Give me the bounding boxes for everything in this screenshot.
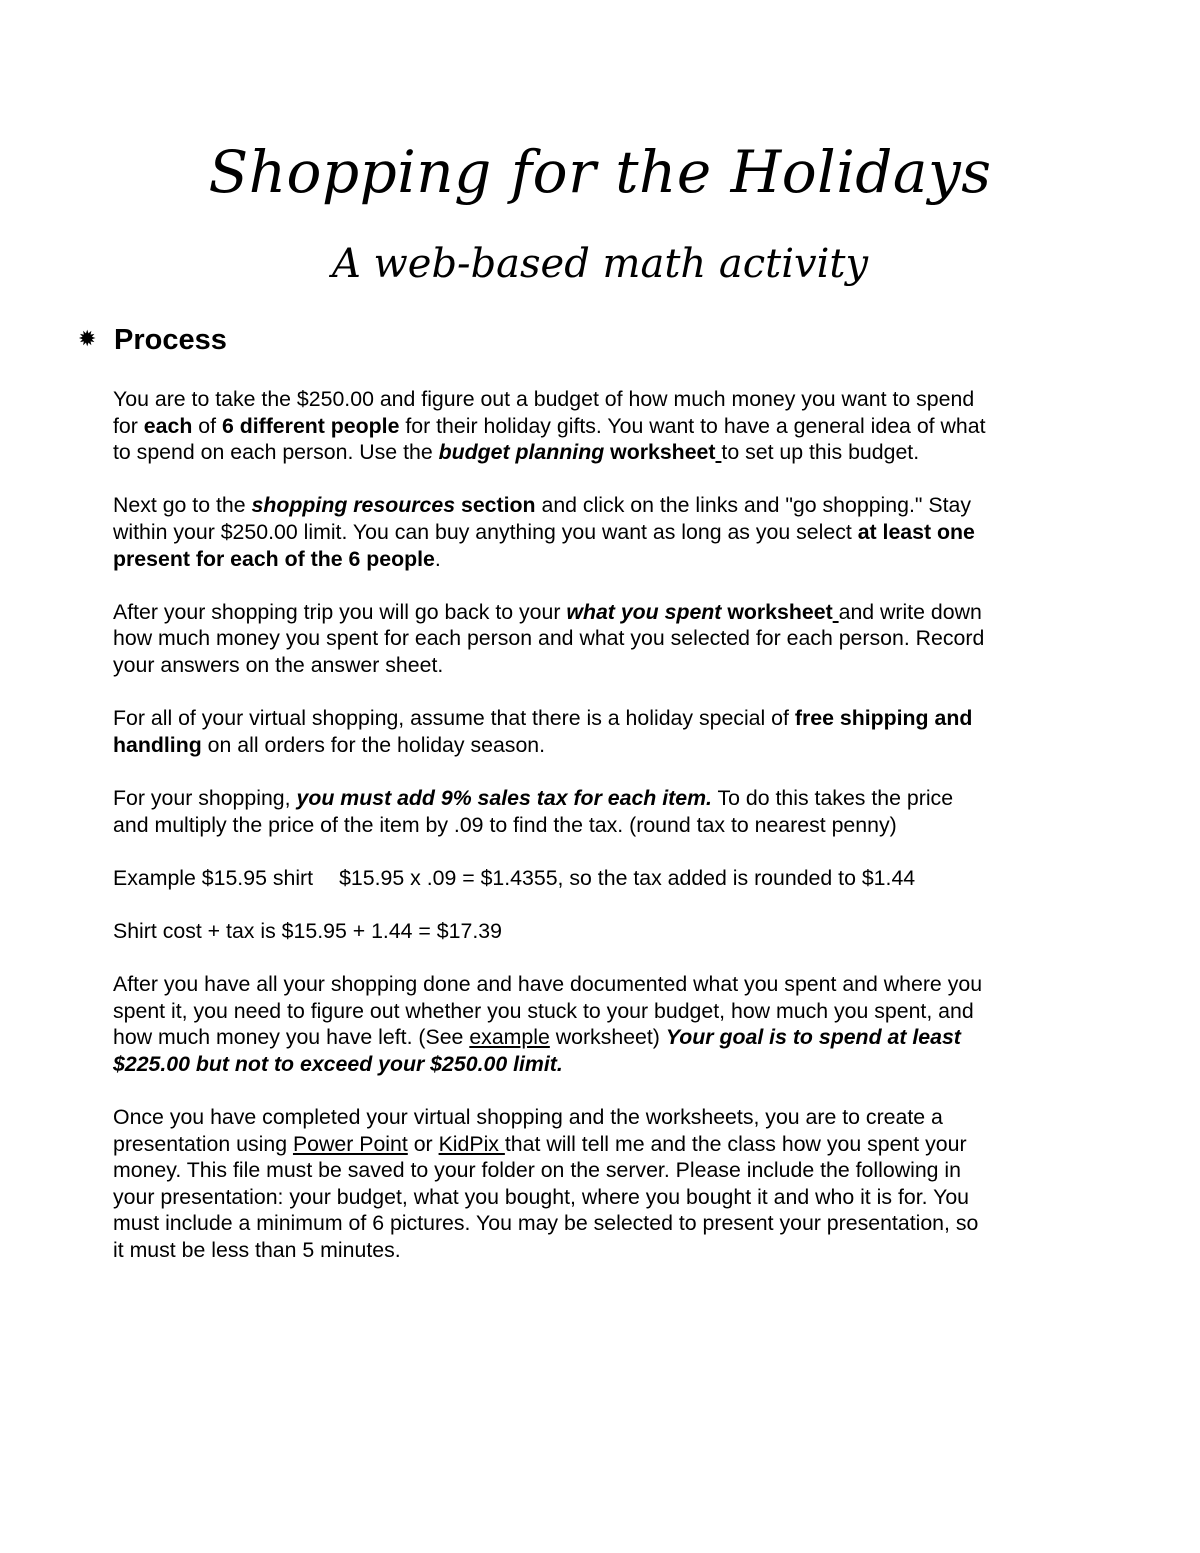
text-line: your answers on the answer sheet. (113, 652, 444, 677)
section-heading (78, 322, 227, 358)
text-line: For all of your virtual shopping, assume that there is a holiday special of free shipping and (113, 706, 973, 731)
text-line: your presentation: your budget, what you bought, where you bought it and who it is for. You (113, 1184, 970, 1209)
text-line: must include a minimum of 6 pictures. You may be selected to present your presentation, so (113, 1211, 979, 1236)
paragraph-goal (113, 971, 1113, 1077)
paragraph-presentation (113, 1104, 1113, 1264)
document-subtitle: A web-based math activity (331, 241, 869, 287)
what-you-spent-term: what you spent (566, 599, 722, 624)
text-line: You are to take the $250.00 and figure out a budget of how much money you want to spend (113, 387, 975, 411)
snowflake-bullet-icon: ✹ (78, 327, 97, 352)
paragraph-example (113, 865, 1113, 892)
text-line: within your $250.00 limit. You can buy anything you want as long as you select at least one (113, 519, 975, 544)
text-line: $225.00 but not to exceed your $250.00 limit. (113, 1051, 563, 1076)
text-line: to spend on each person. Use the budget planning worksheet to set up this budget. (113, 440, 920, 465)
budget-planning-term: budget planning (438, 440, 605, 465)
document-title: Shopping for the Holidays (208, 138, 992, 206)
paragraph-tax (113, 785, 1113, 838)
text-line: for each of 6 different people for their holiday gifts. You want to have a general idea of what (113, 413, 986, 438)
paragraph-shopping (113, 492, 1113, 572)
text-line: how much money you have left. (See example worksheet) Your goal is to spend at least (113, 1025, 961, 1050)
kidpix-link[interactable]: KidPix (438, 1131, 505, 1156)
text-line: Next go to the shopping resources section and click on the links and "go shopping." Stay (113, 493, 971, 518)
worksheet-link[interactable]: worksheet (604, 440, 716, 465)
text-line: money. This file must be saved to your folder on the server. Please include the following in (113, 1158, 961, 1183)
paragraph-shirt-cost (113, 918, 1113, 945)
text-line: For your shopping, you must add 9% sales tax for each item. To do this takes the price (113, 785, 954, 810)
text-line: After your shopping trip you will go back to your what you spent worksheet and write down (113, 599, 982, 624)
text-line: After you have all your shopping done and have documented what you spent and where you (113, 972, 983, 997)
text-line: Example $15.95 shirt $15.95 x .09 = $1.4355, so the tax added is rounded to $1.44 (113, 865, 916, 890)
paragraph-spent (113, 599, 1113, 679)
text-line: present for each of the 6 people. (113, 546, 441, 571)
process-body (113, 386, 1113, 1290)
text-line: and multiply the price of the item by .09 to find the tax. (round tax to nearest penny) (113, 812, 897, 837)
text-line: it must be less than 5 minutes. (113, 1238, 401, 1262)
text-line: handling on all orders for the holiday season. (113, 732, 546, 757)
shopping-resources-term: shopping resources (251, 493, 456, 518)
sales-tax-rule: you must add 9% sales tax for each item. (296, 785, 712, 810)
worksheet-link[interactable]: worksheet (721, 599, 833, 624)
example-link[interactable]: example (469, 1025, 550, 1050)
text-line: presentation using Power Point or KidPix that will tell me and the class how you spent your (113, 1131, 967, 1156)
text-line: how much money you spent for each person and what you selected for each person. Record (113, 626, 985, 651)
text-line: Shirt cost + tax is $15.95 + 1.44 = $17.39 (113, 918, 502, 943)
section-heading-text: Process (114, 324, 227, 356)
paragraph-shipping (113, 705, 1113, 758)
power-point-link[interactable]: Power Point (292, 1131, 408, 1156)
text-line: Once you have completed your virtual shopping and the worksheets, you are to create a (113, 1105, 943, 1130)
text-line: spent it, you need to figure out whether you stuck to your budget, how much you spent, and (113, 998, 974, 1023)
paragraph-budget (113, 386, 1113, 466)
